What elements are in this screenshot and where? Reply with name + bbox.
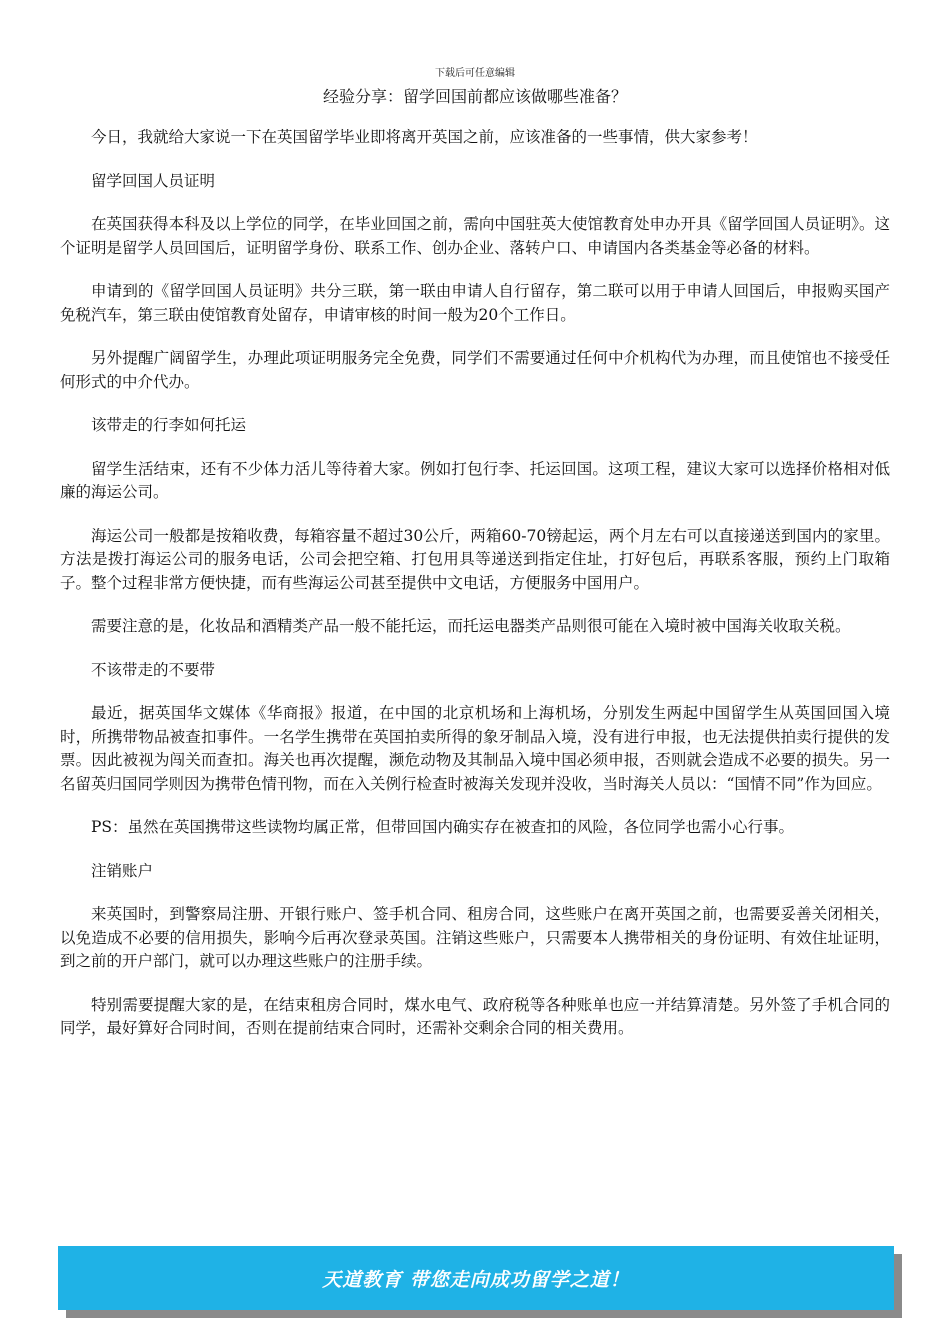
section-heading-prohibited: 不该带走的不要带 bbox=[91, 660, 216, 679]
intro-paragraph: 今日，我就给大家说一下在英国留学毕业即将离开英国之前，应该准备的一些事情，供大家参考！ bbox=[91, 128, 758, 146]
section-heading-accounts: 注销账户 bbox=[91, 861, 154, 880]
edit-note: 下载后可任意编辑 bbox=[435, 68, 515, 79]
article-body bbox=[60, 126, 890, 1061]
promo-banner bbox=[58, 1246, 894, 1310]
body-paragraph: 留学生活结束，还有不少体力活儿等待着大家。例如打包行李、托运回国。这项工程，建议大家可以选择价格相对低廉的海运公司。 bbox=[60, 459, 890, 501]
page-title: 经验分享：留学回国前都应该做哪些准备？ bbox=[322, 87, 627, 106]
body-paragraph: 特别需要提醒大家的是，在结束租房合同时，煤水电气、政府税等各种账单也应一并结算清楚。另外签了手机合同的同学，最好算好合同时间，否则在提前结束合同时，还需补交剩余合同的相关费用。 bbox=[60, 995, 890, 1037]
body-paragraph: 海运公司一般都是按箱收费，每箱容量不超过30公斤，两箱60-70镑起运，两个月左右可以直接递送到国内的家里。方法是拨打海运公司的服务电话，公司会把空箱、打包用具等递送到指定住址，打好包后，再联系客服，预约上门取箱子。整个过程非常方便快捷，而有些海运公司甚至提供中文电话，方便服务中国用户。 bbox=[60, 526, 890, 592]
body-paragraph: 另外提醒广阔留学生，办理此项证明服务完全免费，同学们不需要通过任何中介机构代为办理，而且使馆也不接受任何形式的中介代办。 bbox=[60, 349, 890, 391]
body-paragraph: 需要注意的是，化妆品和酒精类产品一般不能托运，而托运电器类产品则很可能在入境时被中国海关收取关税。 bbox=[91, 617, 851, 635]
section-heading-luggage: 该带走的行李如何托运 bbox=[91, 416, 247, 434]
promo-banner-text: 天道教育 带您走向成功留学之道！ bbox=[322, 1268, 630, 1291]
body-paragraph: PS：虽然在英国携带这些读物均属正常，但带回国内确实存在被查扣的风险，各位同学也需小心行事。 bbox=[91, 818, 795, 836]
body-paragraph: 最近，据英国华文媒体《华商报》报道，在中国的北京机场和上海机场，分别发生两起中国留学生从英国回国入境时，所携带物品被查扣事件。一名学生携带在英国拍卖所得的象牙制品入境，没有进行申报，也无法提供拍卖行提供的发票。因此被视为闯关而查扣。海关也再次提醒，濒危动物及其制品入境中国必须申报，否则就会造成不必要的损失。另一名留英归国同学则因为携带色情刊物，而在入关例行检查时被海关发现并没收，当时海关人员以：“国情不同”作为回应。 bbox=[60, 704, 890, 793]
section-heading-certificate: 留学回国人员证明 bbox=[91, 171, 216, 190]
body-paragraph: 申请到的《留学回国人员证明》共分三联，第一联由申请人自行留存，第二联可以用于申请人回国后，申报购买国产免税汽车，第三联由使馆教育处留存，申请审核的时间一般为20个工作日。 bbox=[60, 282, 890, 324]
body-paragraph: 来英国时，到警察局注册、开银行账户、签手机合同、租房合同，这些账户在离开英国之前，也需要妥善关闭相关，以免造成不必要的信用损失，影响今后再次登录英国。注销这些账户，只需要本人携带相关的身份证明、有效住址证明，到之前的开户部门，就可以办理这些账户的注册手续。 bbox=[60, 905, 890, 970]
body-paragraph: 在英国获得本科及以上学位的同学，在毕业回国之前，需向中国驻英大使馆教育处申办开具《留学回国人员证明》。这个证明是留学人员回国后，证明留学身份、联系工作、创办企业、落转户口、申请国内各类基金等必备的材料。 bbox=[60, 215, 890, 257]
